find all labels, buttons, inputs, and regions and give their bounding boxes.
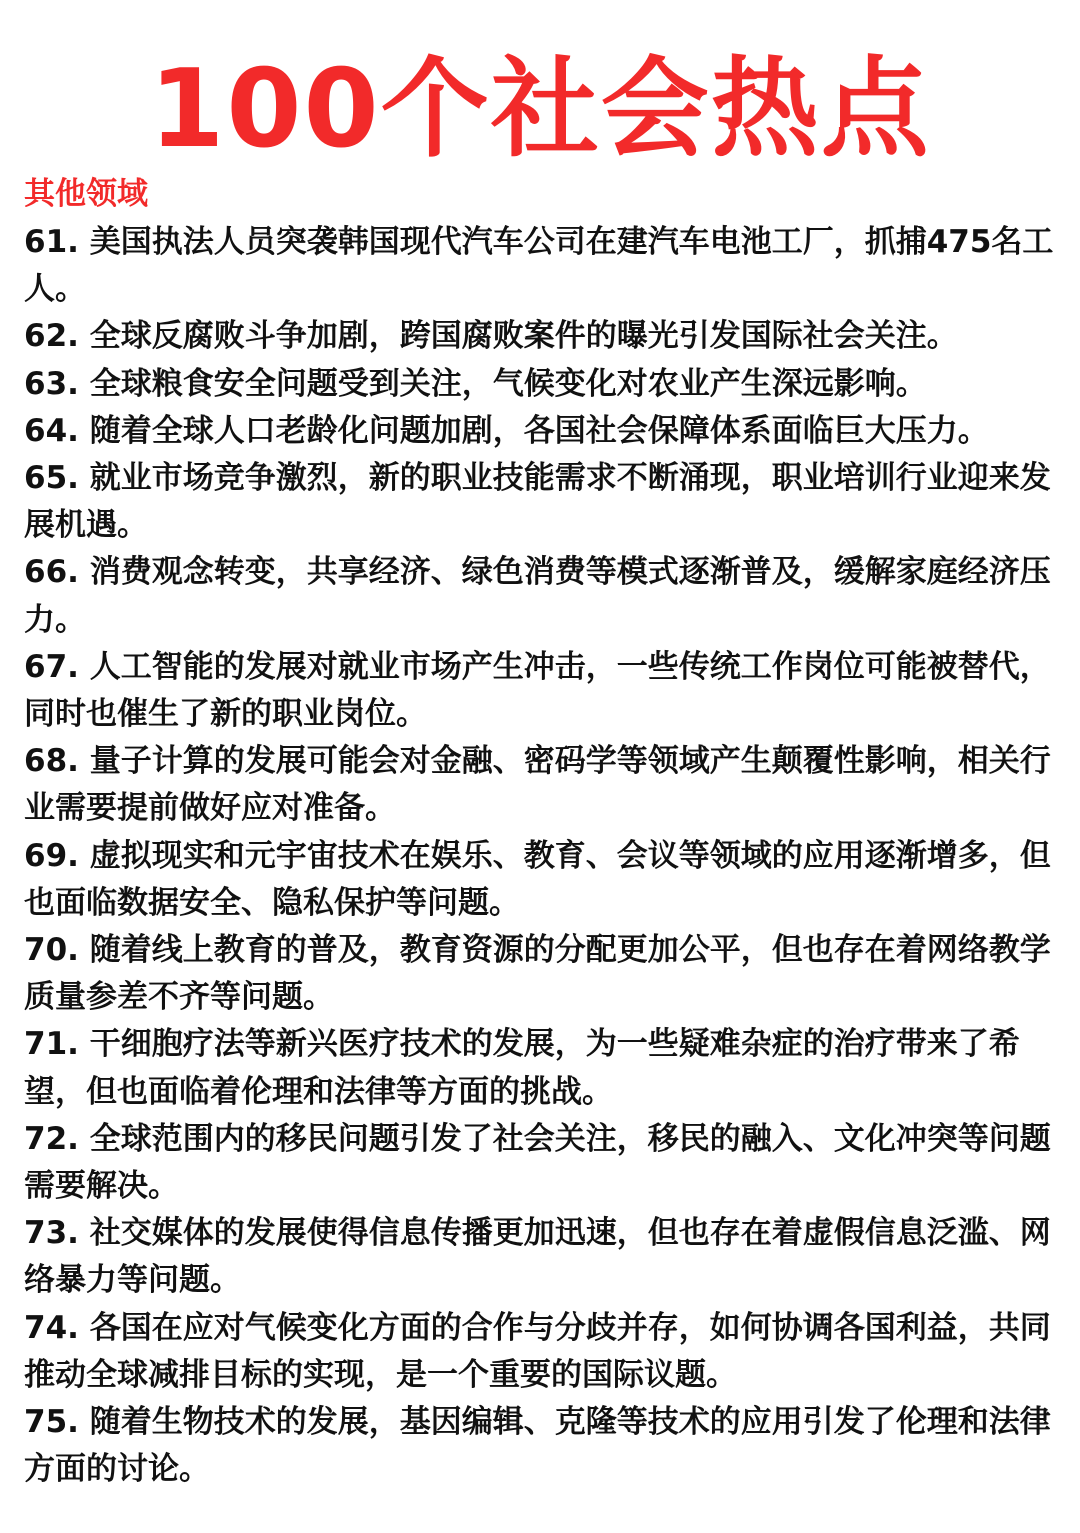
list-item: 61. 美国执法人员突袭韩国现代汽车公司在建汽车电池工厂，抓捕475名工人。 bbox=[24, 224, 1054, 308]
list-item: 71. 干细胞疗法等新兴医疗技术的发展，为一些疑难杂症的治疗带来了希望，但也面临着伦理和法律等方面的挑战。 bbox=[24, 1026, 1020, 1110]
list-item: 62. 全球反腐败斗争加剧，跨国腐败案件的曝光引发国际社会关注。 bbox=[24, 318, 958, 355]
list-item: 67. 人工智能的发展对就业市场产生冲击，一些传统工作岗位可能被替代，同时也催生了新的职业岗位。 bbox=[24, 648, 1051, 733]
list-item: 63. 全球粮食安全问题受到关注，气候变化对农业产生深远影响。 bbox=[24, 365, 927, 402]
section-heading: 其他领域 bbox=[24, 176, 148, 212]
hotspot-list bbox=[24, 219, 1066, 1493]
list-item: 72. 全球范围内的移民问题引发了社会关注，移民的融入、文化冲突等问题需要解决。 bbox=[24, 1120, 1051, 1205]
list-item: 74. 各国在应对气候变化方面的合作与分歧并存，如何协调各国利益，共同推动全球减排目标的实现，是一个重要的国际议题。 bbox=[24, 1309, 1051, 1393]
page-title: 100个社会热点 bbox=[149, 47, 931, 172]
list-item: 70. 随着线上教育的普及，教育资源的分配更加公平，但也存在着网络教学质量参差不齐等问题。 bbox=[24, 932, 1051, 1016]
list-item: 68. 量子计算的发展可能会对金融、密码学等领域产生颠覆性影响，相关行业需要提前做好应对准备。 bbox=[24, 743, 1051, 827]
list-item: 69. 虚拟现实和元宇宙技术在娱乐、教育、会议等领域的应用逐渐增多，但也面临数据安全、隐私保护等问题。 bbox=[24, 837, 1051, 921]
list-item: 66. 消费观念转变，共享经济、绿色消费等模式逐渐普及，缓解家庭经济压力。 bbox=[24, 554, 1051, 638]
list-item: 64. 随着全球人口老龄化问题加剧，各国社会保障体系面临巨大压力。 bbox=[24, 412, 989, 449]
list-item: 73. 社交媒体的发展使得信息传播更加迅速，但也存在着虚假信息泛滥、网络暴力等问题。 bbox=[24, 1215, 1051, 1299]
list-item: 65. 就业市场竞争激烈，新的职业技能需求不断涌现，职业培训行业迎来发展机遇。 bbox=[24, 460, 1051, 544]
list-item: 75. 随着生物技术的发展，基因编辑、克隆等技术的应用引发了伦理和法律方面的讨论。 bbox=[24, 1404, 1051, 1488]
